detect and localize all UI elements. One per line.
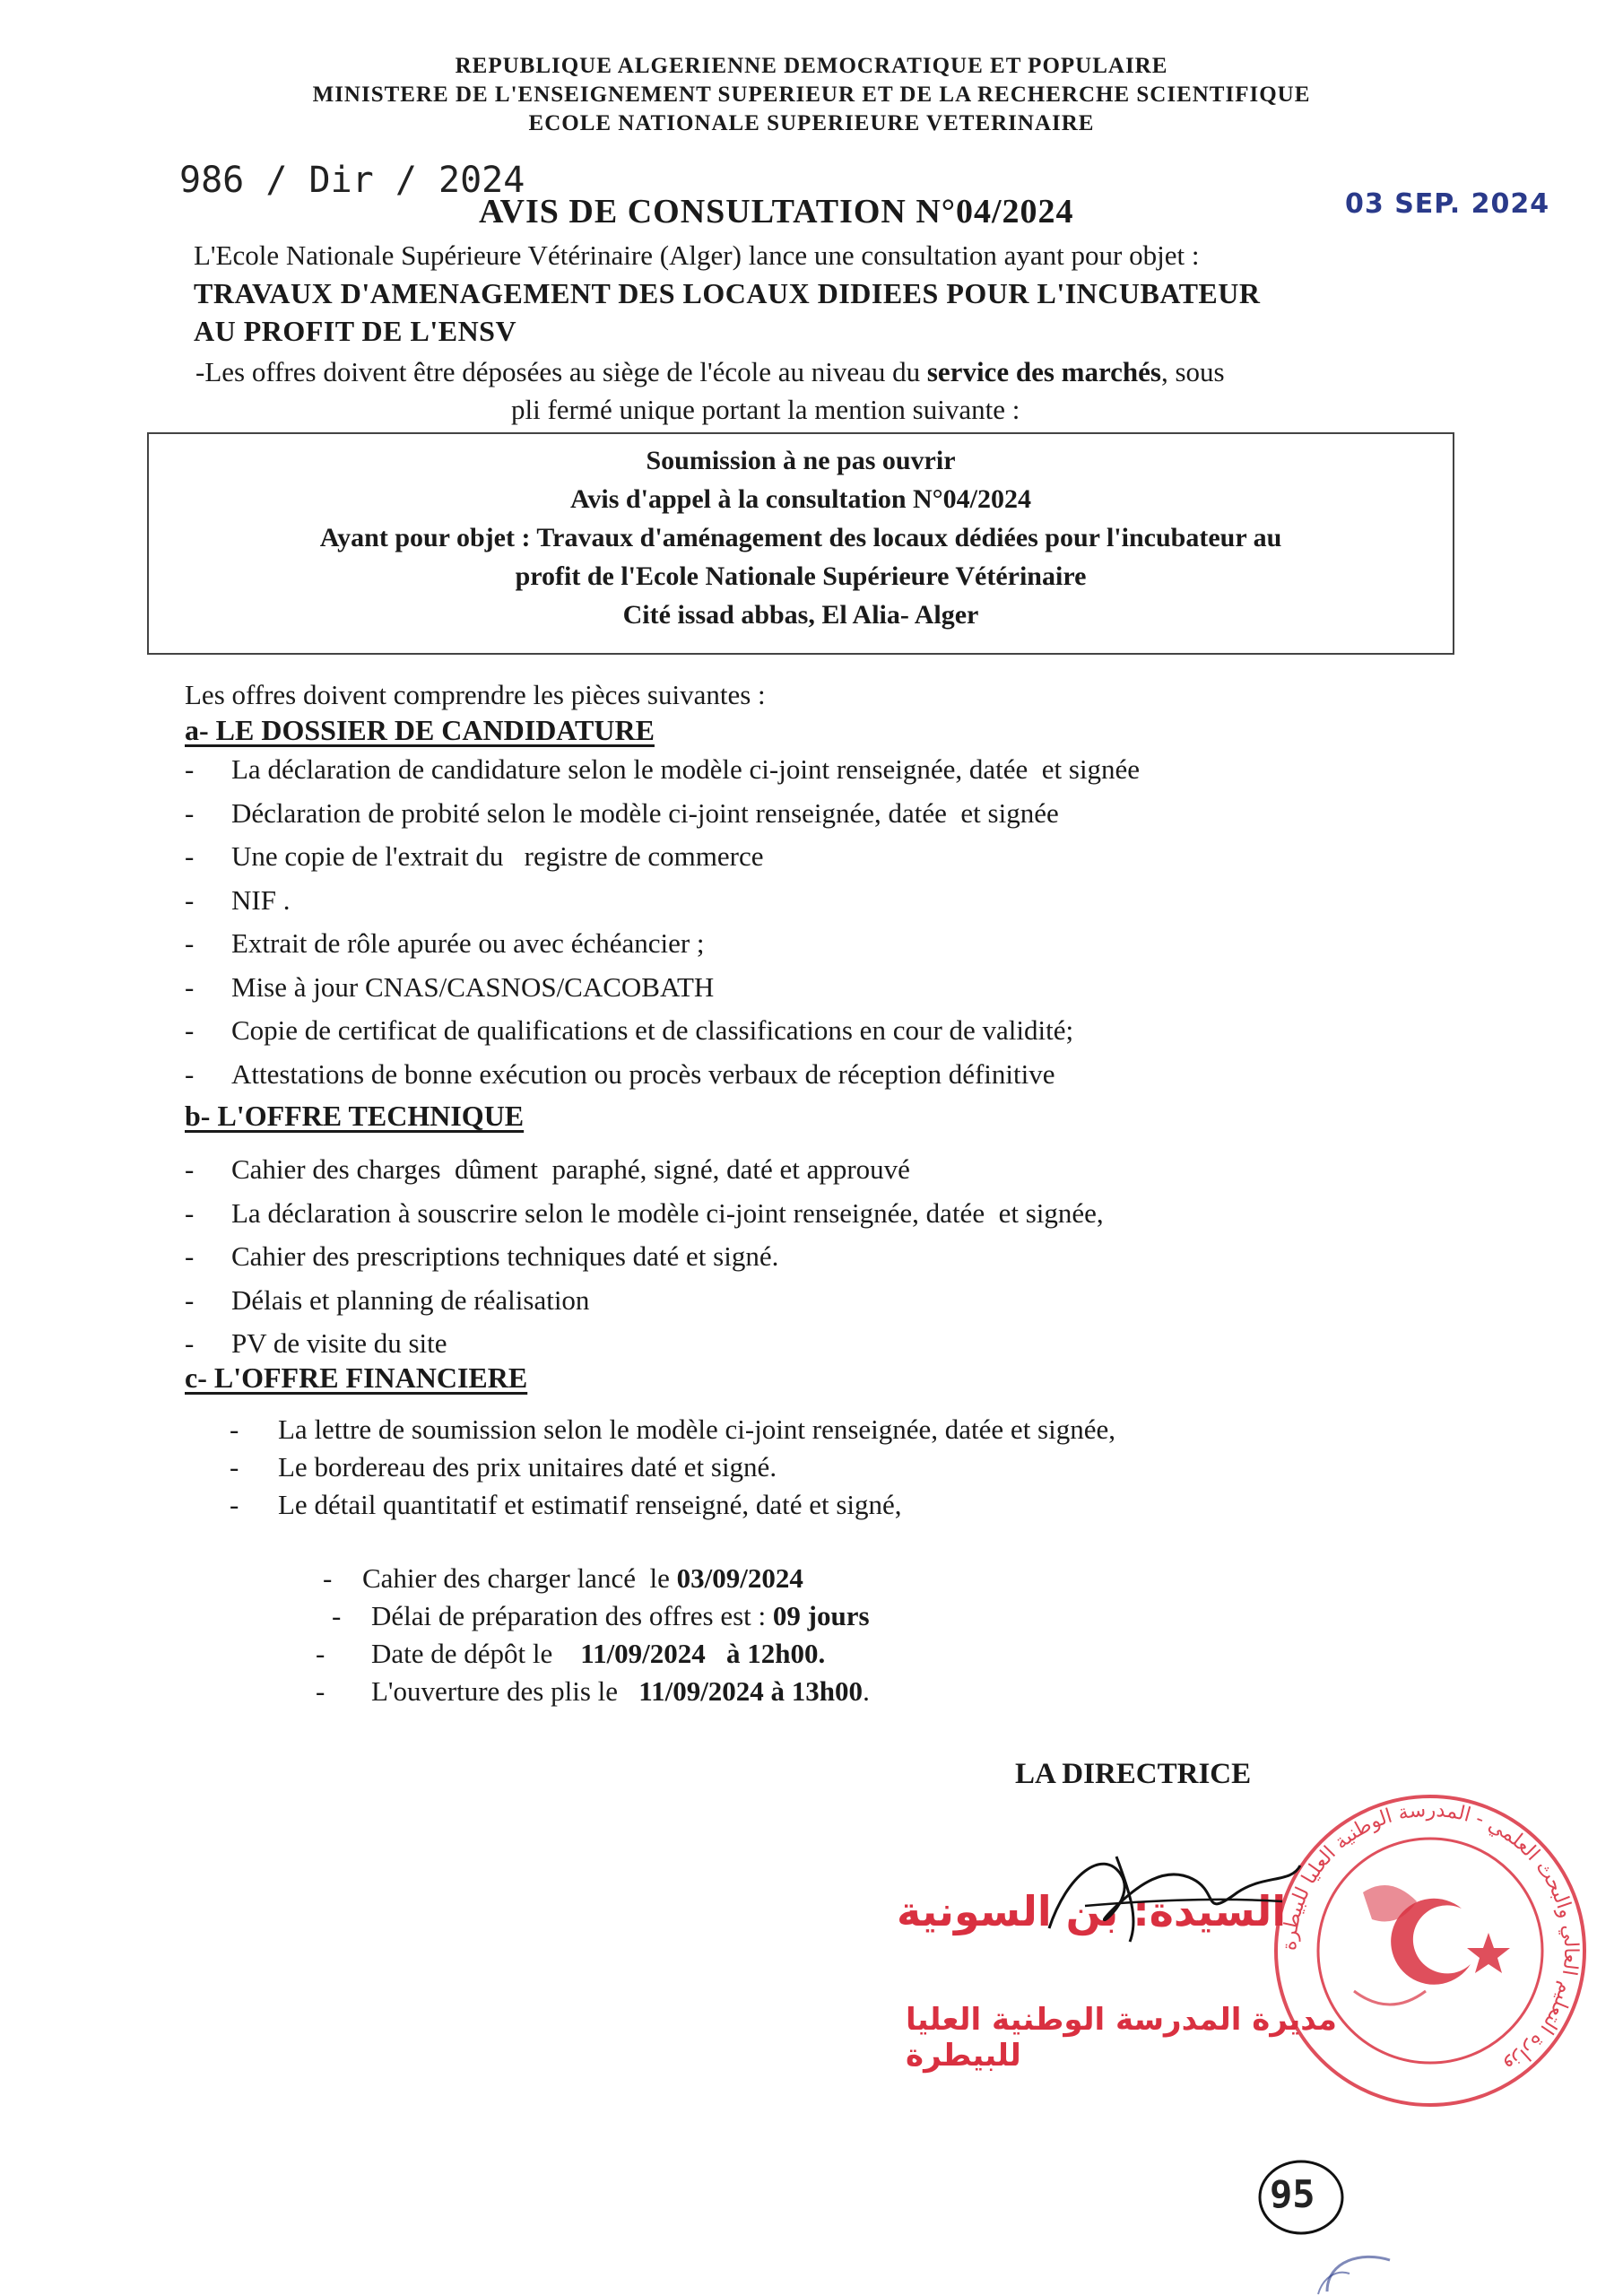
deposit-service: service des marchés [926, 356, 1161, 387]
section-c-title: c- L'OFFRE FINANCIERE [185, 1361, 528, 1394]
date-bullet: - [332, 1600, 342, 1631]
mention-line-1: Soumission à ne pas ouvrir [646, 446, 956, 475]
mention-line-2: Avis d'appel à la consultation N°04/2024 [569, 484, 1031, 514]
section-c-item: Le bordereau des prix unitaires daté et signé. [278, 1451, 777, 1483]
section-a-item: Déclaration de probité selon le modèle ci-joint renseignée, datée et signée [231, 796, 1059, 829]
deposit-instructions [195, 353, 1225, 391]
date-value: 11/09/2024 à 12h00. [580, 1638, 826, 1669]
object-line-1: TRAVAUX D'AMENAGEMENT DES LOCAUX DIDIEES POUR L'INCUBATEUR [194, 277, 1261, 309]
section-a-bullet: - [185, 927, 195, 959]
intro-line: L'Ecole Nationale Supérieure Vétérinaire (Alger) lance une consultation ayant pour objet : [194, 239, 1200, 271]
section-a-bullet: - [185, 1014, 195, 1046]
date-bullet: - [316, 1638, 325, 1669]
section-c-item: La lettre de soumission selon le modèle ci-joint renseignée, datée et signée, [278, 1413, 1115, 1445]
mention-line-3: Ayant pour objet : Travaux d'aménagement des locaux dédiées pour l'incubateur au [319, 523, 1282, 552]
page-mark: 95 [1270, 2172, 1315, 2216]
signature-stamp-title: مديرة المدرسة الوطنية العليا للبيطرة [906, 2002, 1337, 2074]
section-b-title: b- L'OFFRE TECHNIQUE [185, 1100, 525, 1132]
section-a-item: Extrait de rôle apurée ou avec échéancier ; [231, 927, 705, 959]
date-item [362, 1562, 803, 1595]
date-item [371, 1600, 870, 1632]
pieces-intro: Les offres doivent comprendre les pièces suivantes : [185, 679, 766, 710]
section-b-bullet: - [185, 1283, 195, 1316]
date-label: Date de dépôt le [371, 1638, 581, 1669]
mention-line-5: Cité issad abbas, El Alia- Alger [622, 600, 979, 630]
date-suffix: . [863, 1675, 870, 1707]
section-b-item: Cahier des charges dûment paraphé, signé, daté et approuvé [231, 1153, 910, 1185]
section-b-bullet: - [185, 1327, 195, 1359]
partial-stamp-mark [1300, 2242, 1408, 2296]
date-label: Délai de préparation des offres est : [371, 1600, 773, 1631]
section-b-item: Cahier des prescriptions techniques daté et signé. [231, 1240, 779, 1272]
handwritten-reference: 986 / Dir / 2024 [179, 160, 525, 201]
section-b-bullet: - [185, 1153, 195, 1185]
mention-line-4: profit de l'Ecole Nationale Supérieure Vétérinaire [515, 561, 1087, 591]
section-a-title: a- LE DOSSIER DE CANDIDATURE [185, 714, 655, 746]
deposit-line-2: pli fermé unique portant la mention suivante : [511, 394, 1020, 425]
date-value: 03/09/2024 [676, 1562, 803, 1594]
date-bullet: - [323, 1562, 333, 1594]
section-a-bullet: - [185, 796, 195, 829]
date-label: L'ouverture des plis le [371, 1675, 639, 1707]
section-b-bullet: - [185, 1240, 195, 1272]
section-c-bullet: - [230, 1489, 239, 1520]
header-republic: REPUBLIQUE ALGERIENNE DEMOCRATIQUE ET POPULAIRE [455, 54, 1168, 78]
date-item [371, 1638, 825, 1670]
date-value: 09 jours [772, 1600, 870, 1631]
document-title: AVIS DE CONSULTATION N°04/2024 [479, 193, 1074, 230]
header-school: ECOLE NATIONALE SUPERIEURE VETERINAIRE [528, 111, 1095, 135]
signatory-title: LA DIRECTRICE [1015, 1758, 1252, 1790]
section-a-bullet: - [185, 970, 195, 1003]
section-a-item: Copie de certificat de qualifications et de classifications en cour de validité; [231, 1014, 1074, 1046]
section-b-bullet: - [185, 1196, 195, 1229]
section-a-item: Une copie de l'extrait du registre de commerce [231, 840, 764, 872]
section-a-item: NIF . [231, 883, 291, 916]
section-a-bullet: - [185, 883, 195, 916]
date-value: 11/09/2024 à 13h00 [638, 1675, 864, 1707]
date-stamp: 03 SEP. 2024 [1345, 188, 1550, 220]
star-icon [1467, 1933, 1510, 1973]
section-a-item: Attestations de bonne exécution ou procès verbaux de réception définitive [231, 1057, 1055, 1090]
object-line-2: AU PROFIT DE L'ENSV [194, 315, 517, 347]
signature-stamp-name: السيدة: بن السونية [897, 1887, 1287, 1935]
section-a-item: La déclaration de candidature selon le modèle ci-joint renseignée, datée et signée [231, 753, 1141, 785]
handwritten-signature [1031, 1839, 1318, 1955]
deposit-text-a: -Les offres doivent être déposées au siège de l'école au niveau du [195, 356, 927, 387]
section-a-bullet: - [185, 1057, 195, 1090]
date-bullet: - [316, 1675, 325, 1707]
section-b-item: PV de visite du site [231, 1327, 447, 1359]
section-b-item: Délais et planning de réalisation [231, 1283, 590, 1316]
section-b-item: La déclaration à souscrire selon le modèle ci-joint renseignée, datée et signée, [231, 1196, 1104, 1229]
date-item [371, 1675, 870, 1708]
deposit-text-c: , sous [1160, 356, 1225, 387]
mention-box [147, 432, 1454, 655]
section-c-item: Le détail quantitatif et estimatif renseigné, daté et signé, [278, 1489, 902, 1520]
section-c-bullet: - [230, 1451, 239, 1483]
section-a-bullet: - [185, 840, 195, 872]
section-a-item: Mise à jour CNAS/CASNOS/CACOBATH [231, 970, 715, 1003]
section-a-bullet: - [185, 753, 195, 785]
section-c-bullet: - [230, 1413, 239, 1445]
round-stamp-text: وزارة التعليم العالي والبحث العلمي - المدرسة الوطنية العليا للبيطرة [1278, 1798, 1583, 2078]
header-ministry: MINISTERE DE L'ENSEIGNEMENT SUPERIEUR ET DE LA RECHERCHE SCIENTIFIQUE [312, 83, 1311, 107]
date-label: Cahier des charger lancé le [362, 1562, 677, 1594]
